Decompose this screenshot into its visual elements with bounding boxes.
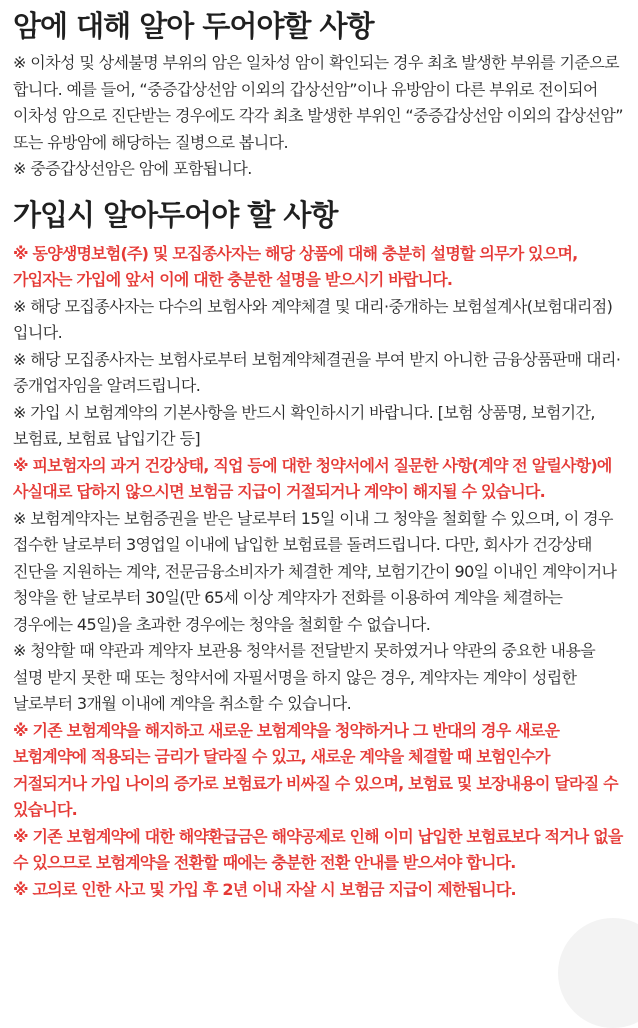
- section-enrollment-notes: [13, 241, 624, 904]
- notice-paragraph: ※ 보험계약자는 보험증권을 받은 날로부터 15일 이내 그 청약을 철회할 수 있으며, 이 경우 접수한 날로부터 3영업일 이내에 납입한 보험료를 돌려드립니다. 다만, 회사가 건강상태 진단을 지원하는 계약, 전문금융소비자가 체결한 계약, 보험기간이 90일 이내인 계약이거나 청약을 한 날로부터 30일(만 65세 이상 계약자가 전화를 이용하여 계약을 체결하는 경우에는 45일)을 초과한 경우에는 청약을 철회할 수 없습니다.: [13, 508, 617, 634]
- notice-paragraph-highlight: ※ 피보험자의 과거 건강상태, 직업 등에 대한 청약서에서 질문한 사항(계약 전 알릴사항)에 사실대로 답하지 않으시면 보험금 지급이 거절되거나 계약이 해지될 수 있습니다.: [13, 455, 612, 501]
- corner-decoration: [558, 918, 638, 1028]
- notice-paragraph-highlight: ※ 기존 보험계약을 해지하고 새로운 보험계약을 청약하거나 그 반대의 경우 새로운 보험계약에 적용되는 금리가 달라질 수 있고, 새로운 계약을 체결할 때 보험인수가 거절되거나 가입 나이의 증가로 보험료가 비싸질 수 있으며, 보험료 및 보장내용이 달라질 수 있습니다.: [13, 720, 618, 819]
- notice-paragraph-highlight: ※ 동양생명보험(주) 및 모집종사자는 해당 상품에 대해 충분히 설명할 의무가 있으며, 가입자는 가입에 앞서 이에 대한 충분한 설명을 받으시기 바랍니다.: [13, 243, 578, 289]
- notice-paragraph: ※ 청약할 때 약관과 계약자 보관용 청약서를 전달받지 못하였거나 약관의 중요한 내용을 설명 받지 못한 때 또는 청약서에 자필서명을 하지 않은 경우, 계약자는 계약이 성립한 날로부터 3개월 이내에 계약을 취소할 수 있습니다.: [13, 641, 596, 713]
- section-title-enrollment-notes: 가입시 알아두어야 할 사항: [13, 197, 338, 232]
- section-cancer-notes: [13, 50, 624, 183]
- notice-paragraph: ※ 중증갑상선암은 암에 포함됩니다.: [13, 159, 252, 178]
- notice-paragraph: ※ 해당 모집종사자는 다수의 보험사와 계약체결 및 대리·중개하는 보험설계사(보험대리점)입니다.: [13, 296, 613, 342]
- notice-paragraph: ※ 가입 시 보험계약의 기본사항을 반드시 확인하시기 바랍니다. [보험 상품명, 보험기간, 보험료, 보험료 납입기간 등]: [13, 402, 595, 448]
- notice-paragraph: ※ 해당 모집종사자는 보험사로부터 보험계약체결권을 부여 받지 아니한 금융상품판매 대리·중개업자임을 알려드립니다.: [13, 349, 621, 395]
- notice-paragraph-highlight: ※ 기존 보험계약에 대한 해약환급금은 해약공제로 인해 이미 납입한 보험료보다 적거나 없을 수 있으므로 보험계약을 전환할 때에는 충분한 전환 안내를 받으셔야 합니다.: [13, 826, 623, 872]
- notice-paragraph-highlight: ※ 고의로 인한 사고 및 가입 후 2년 이내 자살 시 보험금 지급이 제한됩니다.: [13, 879, 516, 899]
- notice-paragraph: ※ 이차성 및 상세불명 부위의 암은 일차성 암이 확인되는 경우 최초 발생한 부위를 기준으로 합니다. 예를 들어, “중증갑상선암 이외의 갑상선암”이나 유방암이 다른 부위로 전이되어 이차성 암으로 진단받는 경우에도 각각 최초 발생한 부위인 “중증갑상선암 이외의 갑상선암” 또는 유방암에 해당하는 질병으로 봅니다.: [13, 53, 623, 152]
- section-title-cancer-notes: 암에 대해 알아 두어야할 사항: [13, 9, 374, 43]
